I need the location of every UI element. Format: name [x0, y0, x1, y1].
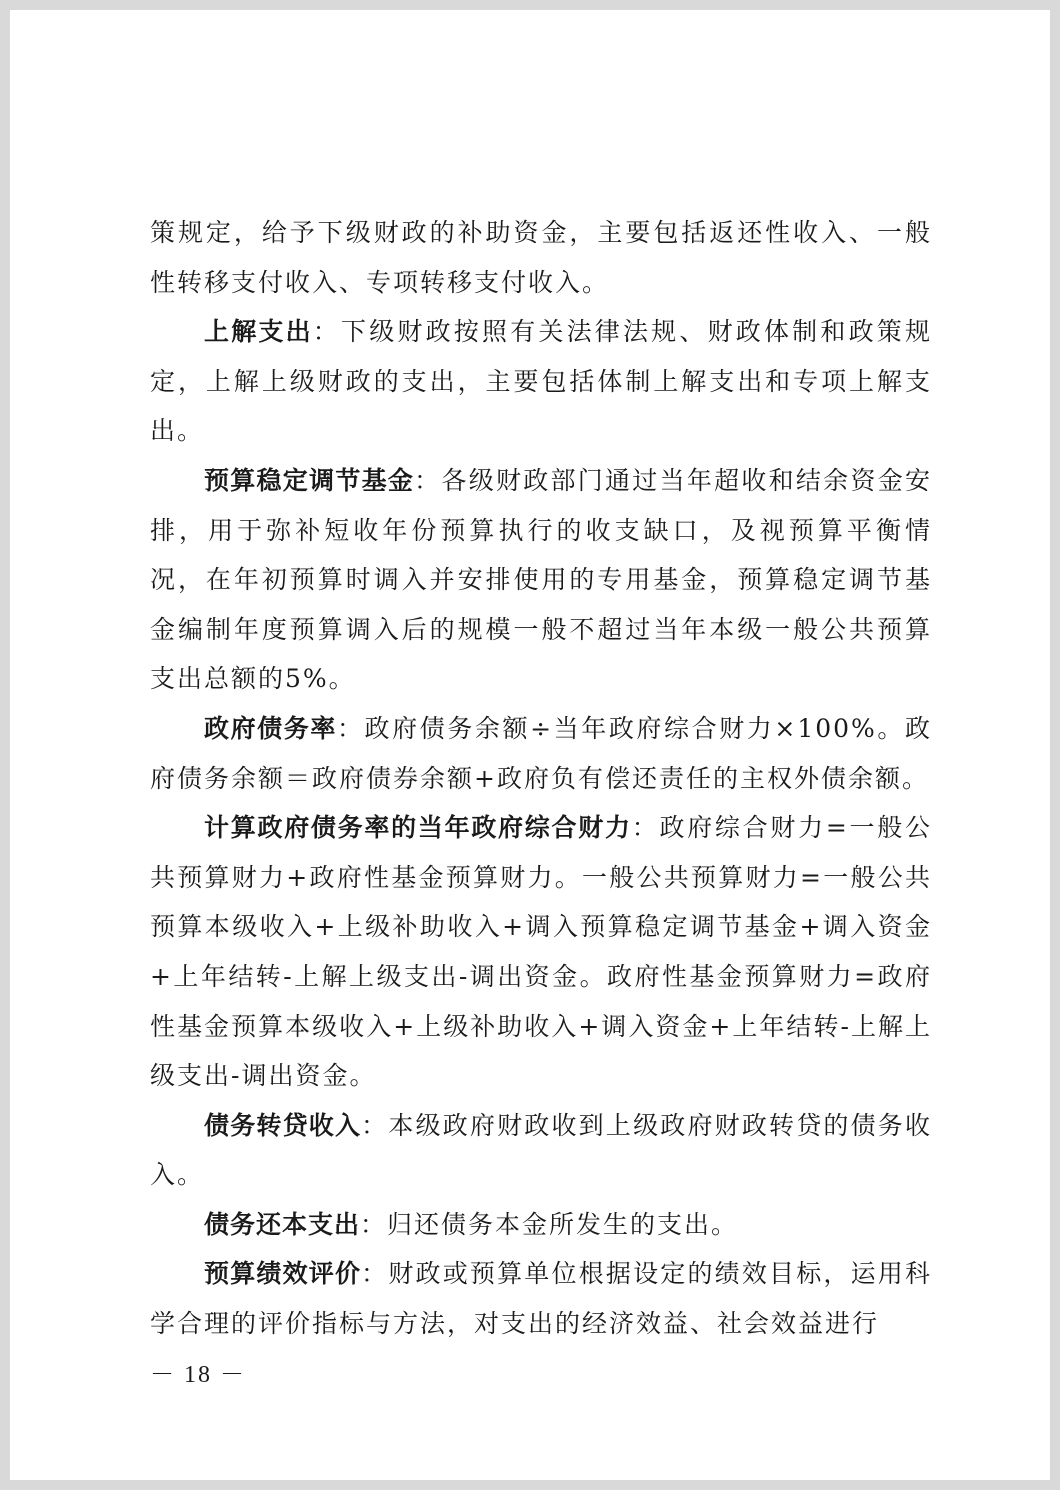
paragraph-text: 策规定，给予下级财政的补助资金，主要包括返还性收入、一般性转移支付收入、专项转移支付收入。 — [150, 218, 932, 297]
term-budget-performance-evaluation: 预算绩效评价 — [204, 1259, 362, 1289]
term-debt-ratio: 政府债务率 — [204, 713, 337, 743]
paragraph-comprehensive-financial-capacity — [150, 803, 932, 1101]
paragraph-text: ：各级财政部门通过当年超收和结余资金安排，用于弥补短收年份预算执行的收支缺口，及视预算平衡情况，在年初预算时调入并安排使用的专用基金，预算稳定调节基金编制年度预算调入后的规模一般不超过当年本级一般公共预算支出总额的5%。 — [150, 465, 932, 694]
paragraph-budget-stabilization-fund — [150, 456, 932, 704]
paragraph-text: ：政府综合财力=一般公共预算财力+政府性基金预算财力。一般公共预算财力=一般公共预算本级收入+上级补助收入+调入预算稳定调节基金+调入资金+上年结转-上解上级支出-调出资金。政府性基金预算财力=政府性基金预算本级收入+上级补助收入+调入资金+上年结转-上解上级支出-调出资金。 — [150, 813, 932, 1091]
page-content — [150, 208, 932, 1349]
page-number: － 18 － — [150, 1362, 246, 1388]
term-comprehensive-financial-capacity: 计算政府债务率的当年政府综合财力 — [204, 813, 632, 843]
term-debt-principal-repayment: 债务还本支出 — [204, 1209, 361, 1239]
paragraph-remittance-expenditure — [150, 307, 932, 456]
paragraph-debt-ratio — [150, 704, 932, 803]
paragraph-budget-performance-evaluation — [150, 1249, 932, 1348]
paragraph-text: ：下级财政按照有关法律法规、财政体制和政策规定，上解上级财政的支出，主要包括体制上解支出和专项上解支出。 — [150, 317, 932, 446]
paragraph-text: ：财政或预算单位根据设定的绩效目标，运用科学合理的评价指标与方法，对支出的经济效益、社会效益进行 — [150, 1259, 932, 1339]
paragraph-debt-onlending-revenue — [150, 1101, 932, 1200]
term-budget-stabilization-fund: 预算稳定调节基金 — [204, 465, 415, 495]
document-page — [10, 10, 1050, 1480]
paragraph-text: ：本级政府财政收到上级政府财政转贷的债务收入。 — [150, 1110, 932, 1190]
paragraph-text: ：政府债务余额÷当年政府综合财力×100%。政府债务余额＝政府债券余额+政府负有偿还责任的主权外债余额。 — [150, 713, 932, 793]
paragraph-debt-principal-repayment — [150, 1200, 932, 1250]
paragraph-continuation — [150, 208, 932, 307]
term-remittance-expenditure: 上解支出 — [204, 317, 313, 347]
term-debt-onlending-revenue: 债务转贷收入 — [204, 1110, 362, 1140]
paragraph-text: ：归还债务本金所发生的支出。 — [360, 1209, 739, 1239]
